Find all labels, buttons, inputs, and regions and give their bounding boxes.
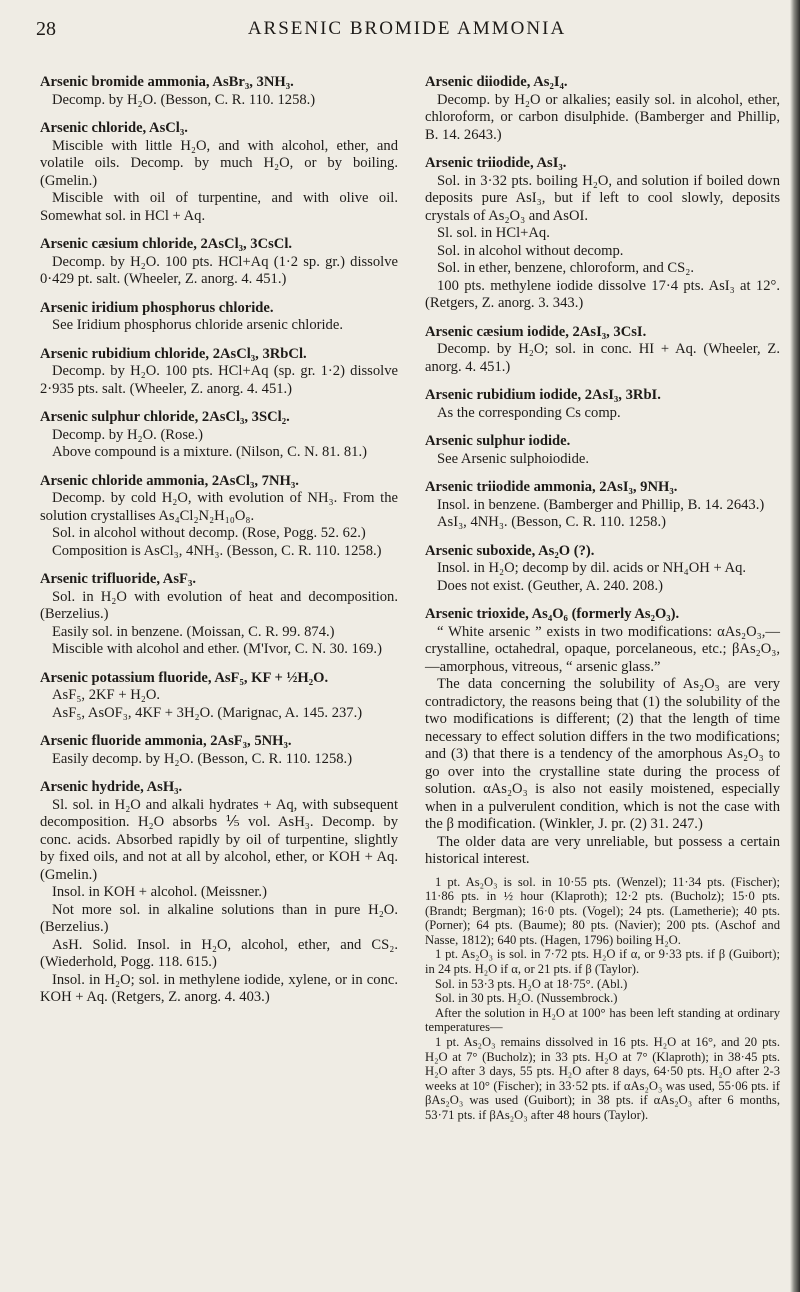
entry-heading: Arsenic cæsium iodide, 2AsI₃, 3CsI. (425, 323, 647, 340)
entry-text: As the corresponding Cs comp. (437, 404, 621, 421)
entry-heading: Arsenic sulphur iodide. (425, 433, 571, 449)
note-text: 1 pt. As₂O₃ is sol. in 10·55 pts. (Wenzel); 11·34 pts. (Fischer); 11·86 pts. in ½ hour (Klaproth); 12·2 pts. (Bucholz); 15·0 pts. (Brandt; Bergman); 16·0 pts. (Vogel); 24 pts. (Lametherie); 40 pts. (Porner); 64 pts. (Baume); 80 pts. (Navier); 200 pts. (Aschof and Nasse, 1812); 640 pts. (Hagen, 1796) boiling H₂O. (425, 874, 780, 947)
entry-text: AsF₅, 2KF + H₂O. (52, 687, 161, 703)
entry-text: Decomp. by cold H₂O, with evolution of NH₃. From the solution crystallises As₄Cl₂N₂H₁₀O₈. (40, 490, 398, 524)
dictionary-entry (40, 571, 398, 659)
dictionary-entry (425, 387, 780, 422)
dictionary-entry (40, 346, 398, 399)
entry-heading: Arsenic triiodide ammonia, 2AsI₃, 9NH₃. (425, 479, 678, 495)
dictionary-entry (425, 74, 780, 144)
dictionary-entry (425, 606, 780, 1123)
entry-text: Does not exist. (Geuther, A. 240. 208.) (437, 577, 663, 594)
dictionary-entry (40, 733, 398, 768)
dictionary-entry (425, 543, 780, 596)
entry-text: Insol. in H₂O; sol. in methylene iodide, xylene, or in conc. KOH + Aq. (Retgers, Z. anorg. 4. 403.) (40, 971, 398, 1005)
entry-text: Easily sol. in benzene. (Moissan, C. R. 99. 874.) (52, 623, 335, 640)
entry-text: Decomp. by H₂O. 100 pts. HCl+Aq (sp. gr. 1·2) dissolve 2·935 pts. salt. (Wheeler, Z. anorg. 4. 451.) (40, 363, 398, 397)
entry-heading: Arsenic diiodide, As₂I₄. (425, 74, 568, 90)
entry-text: See Iridium phosphorus chloride arsenic chloride. (52, 317, 343, 333)
entry-text: AsH. Solid. Insol. in H₂O, alcohol, ether, and CS₂. (Wiederhold, Pogg. 118. 615.) (40, 936, 398, 970)
entry-text: Not more sol. in alkaline solutions than in pure H₂O. (Berzelius.) (40, 901, 398, 935)
entry-text: See Arsenic sulphoiodide. (437, 450, 589, 467)
note-text: 1 pt. As₂O₃ is sol. in 7·72 pts. H₂O if α, or 9·33 pts. if β (Guibort); in 24 pts. H₂O if α, or 21 pts. if β (Taylor). (425, 947, 780, 977)
entry-text: AsI₃, 4NH₃. (Besson, C. R. 110. 1258.) (437, 514, 666, 530)
entry-text: Miscible with oil of turpentine, and with olive oil. Somewhat sol. in HCl + Aq. (40, 190, 398, 224)
entry-text: 100 pts. methylene iodide dissolve 17·4 pts. AsI₃ at 12°. (Retgers, Z. anorg. 3. 343.) (425, 277, 780, 311)
entry-text: Sol. in alcohol without decomp. (Rose, Pogg. 52. 62.) (52, 525, 366, 541)
entry-text: Insol. in benzene. (Bamberger and Phillip, B. 14. 2643.) (437, 496, 765, 513)
page-header (36, 18, 778, 44)
entry-text: The data concerning the solubility of As₂O₃ are very contradictory, the reasons being that (1) the solubility of the two modifications is different; (2) that the length of time necessary to effect solution differs in the two modifications; and (3) that there is a tendency of the amorphous As₂O₃ to go over into the crystalline state during the process of solution. αAs₂O₃ is also not easily moistened, especially when in a pulverulent condition, which is not the case with the β modification. (Winkler, J. pr. (2) 31. 247.) (425, 676, 780, 832)
entry-text: Sl. sol. in HCl+Aq. (437, 225, 550, 241)
dictionary-entry (40, 473, 398, 561)
dictionary-entry (425, 324, 780, 377)
entry-heading: Arsenic chloride ammonia, 2AsCl₃, 7NH₃. (40, 472, 299, 489)
note-text: Sol. in 53·3 pts. H₂O at 18·75°. (Abl.) (435, 976, 628, 991)
entry-heading: Arsenic trifluoride, AsF₃. (40, 571, 196, 587)
dictionary-entry (40, 670, 398, 723)
dictionary-entry (40, 120, 398, 225)
entry-text: “ White arsenic ” exists in two modifications: αAs₂O₃,—crystalline, octahedral, opaque, porcelaneous, etc.; βAs₂O₃,—amorphous, vitreous, “ arsenic glass.” (425, 623, 780, 675)
dictionary-entry (40, 409, 398, 462)
entry-text: Sol. in alcohol without decomp. (437, 242, 624, 259)
dictionary-entry (40, 74, 398, 109)
running-head: ARSENIC BROMIDE AMMONIA (247, 18, 567, 39)
left-column (40, 74, 398, 1018)
entry-heading: Arsenic iridium phosphorus chloride. (40, 299, 274, 316)
dictionary-entry (40, 779, 398, 1007)
note-text: After the solution in H₂O at 100° has been left standing at ordinary temperatures— (425, 1005, 780, 1035)
entry-text: Decomp. by H₂O or alkalies; easily sol. in alcohol, ether, chloroform, or carbon disulphide. (Bamberger and Phillip, B. 14. 2643.) (425, 91, 780, 143)
entry-text: Decomp. by H₂O. (Besson, C. R. 110. 1258.) (52, 91, 316, 108)
entry-text: Miscible with little H₂O, and with alcohol, ether, and volatile oils. Decomp. by much H₂O, or by boiling. (Gmelin.) (40, 137, 398, 189)
entry-heading: Arsenic chloride, AsCl₃. (40, 120, 188, 136)
dictionary-entry (425, 479, 780, 532)
entry-text: Sol. in ether, benzene, chloroform, and CS₂. (437, 260, 694, 276)
note-text: Sol. in 30 pts. H₂O. (Nussembrock.) (435, 991, 618, 1006)
entry-heading: Arsenic trioxide, As₄O₆ (formerly As₂O₃). (425, 606, 680, 622)
entry-heading: Arsenic bromide ammonia, AsBr₃, 3NH₃. (40, 74, 294, 90)
right-column (425, 74, 780, 1134)
entry-text: AsF₅, AsOF₃, 4KF + 3H₂O. (Marignac, A. 145. 237.) (52, 704, 363, 721)
entry-text: Insol. in H₂O; decomp by dil. acids or NH₄OH + Aq. (437, 560, 747, 576)
page-edge-shadow (790, 0, 800, 1292)
dictionary-entry (425, 433, 780, 468)
note-text: 1 pt. As₂O₃ remains dissolved in 16 pts. H₂O at 16°, and 20 pts. H₂O at 7° (Bucholz); in 33 pts. H₂O at 7° (Klaproth); in 38·45 pts. H₂O after 3 days, 55 pts. H₂O after 8 days, 64·50 pts. H₂O after 2-3 weeks at 10° (Fischer); in 33·52 pts. if αAs₂O₃ was used, 55·06 pts. if βAs₂O₃ was used (Guibort); in 38 pts. if αAs₂O₃ after 6 months, 53·71 pts. if βAs₂O₃ after 48 hours (Taylor). (425, 1035, 780, 1122)
dictionary-entry (40, 236, 398, 289)
entry-heading: Arsenic hydride, AsH₃. (40, 779, 183, 795)
entry-text: Insol. in KOH + alcohol. (Meissner.) (52, 884, 267, 900)
entry-heading: Arsenic rubidium iodide, 2AsI₃, 3RbI. (425, 387, 661, 403)
entry-text: Easily decomp. by H₂O. (Besson, C. R. 110. 1258.) (52, 750, 353, 767)
entry-text: Sl. sol. in H₂O and alkali hydrates + Aq, with subsequent decomposition. H₂O absorbs ⅕ vol. AsH₃. Decomp. by conc. acids. Absorbed rapidly by oil of turpentine, slightly by fixed oils, and not at all by alcohol, ether, or KOH + Aq. (Gmelin.) (40, 796, 398, 883)
dictionary-entry (40, 300, 398, 335)
small-print-notes (425, 875, 780, 1123)
entry-heading: Arsenic sulphur chloride, 2AsCl₃, 3SCl₂. (40, 409, 290, 425)
entry-heading: Arsenic suboxide, As₂O (?). (425, 542, 595, 559)
entry-text: Sol. in 3·32 pts. boiling H₂O, and solution if boiled down deposits pure AsI₃, but if left to cool slowly, deposits crystals of As₂O₃ and AsOI. (425, 172, 780, 224)
entry-text: Decomp. by H₂O. 100 pts. HCl+Aq (1·2 sp. gr.) dissolve 0·429 pt. salt. (Wheeler, Z. anorg. 4. 451.) (40, 253, 398, 287)
entry-text: Decomp. by H₂O. (Rose.) (52, 426, 203, 443)
entry-heading: Arsenic rubidium chloride, 2AsCl₃, 3RbCl. (40, 345, 307, 362)
entry-text: Sol. in H₂O with evolution of heat and decomposition. (Berzelius.) (40, 588, 398, 622)
entry-heading: Arsenic fluoride ammonia, 2AsF₃, 5NH₃. (40, 733, 292, 749)
entry-text: Composition is AsCl₃, 4NH₃. (Besson, C. R. 110. 1258.) (52, 542, 382, 559)
entry-heading: Arsenic cæsium chloride, 2AsCl₃, 3CsCl. (40, 236, 293, 252)
page-number: 28 (36, 18, 56, 40)
entry-text: The older data are very unreliable, but possess a certain historical interest. (425, 833, 780, 867)
entry-text: Decomp. by H₂O; sol. in conc. HI + Aq. (Wheeler, Z. anorg. 4. 451.) (425, 341, 780, 375)
entry-heading: Arsenic triiodide, AsI₃. (425, 155, 567, 171)
entry-text: Above compound is a mixture. (Nilson, C. N. 81. 81.) (52, 444, 367, 460)
entry-text: Miscible with alcohol and ether. (M'Ivor, C. N. 30. 169.) (52, 641, 382, 657)
dictionary-entry (425, 155, 780, 313)
entry-heading: Arsenic potassium fluoride, AsF₅, KF + ½H₂O. (40, 669, 329, 686)
